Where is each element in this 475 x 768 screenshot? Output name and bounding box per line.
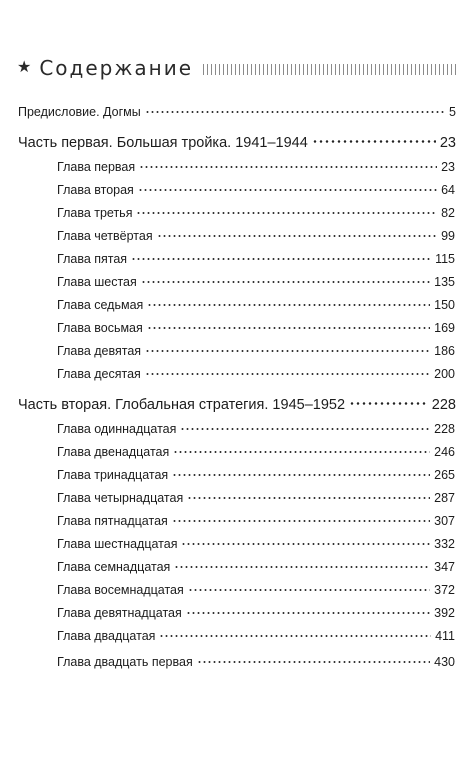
star-icon: ★ <box>17 59 32 76</box>
toc-entry-chapter[interactable] <box>57 252 455 266</box>
toc-entry-chapter[interactable] <box>57 298 455 312</box>
dot-leader <box>147 327 430 329</box>
entry-page-number: 186 <box>434 344 455 358</box>
entry-page-number: 99 <box>441 229 455 243</box>
entry-page-number: 115 <box>435 252 455 266</box>
dot-leader <box>172 520 430 522</box>
entry-label: Предисловие. Догмы <box>18 105 141 119</box>
entry-page-number: 411 <box>435 629 455 643</box>
dot-leader <box>349 402 428 405</box>
entry-page-number: 228 <box>434 422 455 436</box>
toc-entry-preface[interactable] <box>18 105 456 119</box>
title-dotted-rule <box>203 64 457 75</box>
toc-heading <box>17 54 457 82</box>
entry-label: Глава пятнадцатая <box>57 514 168 528</box>
entry-label: Глава девятнадцатая <box>57 606 182 620</box>
entry-page-number: 150 <box>434 298 455 312</box>
entry-page-number: 23 <box>439 135 456 151</box>
part-label: Часть первая. Большая тройка. 1941–1944 <box>18 135 308 151</box>
entry-page-number: 307 <box>434 514 455 528</box>
dot-leader <box>173 451 430 453</box>
entry-page-number: 332 <box>434 537 455 551</box>
entry-page-number: 228 <box>431 397 456 413</box>
entry-page-number: 64 <box>441 183 455 197</box>
toc-entry-chapter[interactable] <box>57 367 455 381</box>
entry-page-number: 200 <box>434 367 455 381</box>
entry-page-number: 169 <box>434 321 455 335</box>
entry-page-number: 246 <box>434 445 455 459</box>
dot-leader <box>159 635 431 637</box>
dot-leader <box>187 497 430 499</box>
toc-entry-chapter[interactable] <box>57 275 455 289</box>
entry-label: Глава десятая <box>57 367 141 381</box>
entry-label: Глава восьмая <box>57 321 143 335</box>
entry-label: Глава вторая <box>57 183 134 197</box>
toc-entry-chapter[interactable] <box>57 468 455 482</box>
toc-entry-chapter[interactable] <box>57 655 455 669</box>
dot-leader <box>131 258 431 260</box>
entry-label: Глава шестнадцатая <box>57 537 178 551</box>
toc-entry-chapter[interactable] <box>57 206 455 220</box>
dot-leader <box>172 474 430 476</box>
toc-entry-chapter[interactable] <box>57 606 455 620</box>
toc-entry-chapter[interactable] <box>57 321 455 335</box>
dot-leader <box>145 373 430 375</box>
toc-entry-chapter[interactable] <box>57 344 455 358</box>
dot-leader <box>139 166 437 168</box>
toc-entry-chapter[interactable] <box>57 629 455 643</box>
toc-entry-part-1[interactable] <box>18 135 456 151</box>
entry-label: Глава одиннадцатая <box>57 422 177 436</box>
page-title: Содержание <box>39 56 194 80</box>
entry-label: Глава двадцатая <box>57 629 156 643</box>
dot-leader <box>138 189 437 191</box>
entry-label: Глава первая <box>57 160 136 174</box>
entry-label: Глава семнадцатая <box>57 560 171 574</box>
toc-entry-part-2[interactable] <box>18 397 456 413</box>
entry-label: Глава пятая <box>57 252 128 266</box>
entry-page-number: 135 <box>434 275 455 289</box>
entry-page-number: 23 <box>441 160 455 174</box>
toc-entry-chapter[interactable] <box>57 514 455 528</box>
toc-entry-chapter[interactable] <box>57 183 455 197</box>
entry-label: Глава тринадцатая <box>57 468 169 482</box>
toc-entry-chapter[interactable] <box>57 229 455 243</box>
dot-leader <box>181 543 430 545</box>
entry-label: Глава шестая <box>57 275 137 289</box>
part-label: Часть вторая. Глобальная стратегия. 1945–1952 <box>18 397 346 413</box>
dot-leader <box>157 235 438 237</box>
entry-page-number: 5 <box>449 105 456 119</box>
dot-leader <box>136 212 437 214</box>
toc-entry-chapter[interactable] <box>57 422 455 436</box>
entry-label: Глава седьмая <box>57 298 144 312</box>
toc-entry-chapter[interactable] <box>57 583 455 597</box>
entry-label: Глава четырнадцатая <box>57 491 184 505</box>
entry-page-number: 82 <box>441 206 455 220</box>
entry-page-number: 265 <box>434 468 455 482</box>
dot-leader <box>312 140 436 143</box>
dot-leader <box>197 661 430 663</box>
entry-page-number: 287 <box>434 491 455 505</box>
dot-leader <box>188 589 430 591</box>
dot-leader <box>145 111 445 113</box>
entry-label: Глава четвёртая <box>57 229 153 243</box>
entry-label: Глава девятая <box>57 344 142 358</box>
dot-leader <box>141 281 430 283</box>
entry-page-number: 392 <box>434 606 455 620</box>
dot-leader <box>180 428 430 430</box>
dot-leader <box>186 612 430 614</box>
toc-entry-chapter[interactable] <box>57 537 455 551</box>
entry-label: Глава двенадцатая <box>57 445 170 459</box>
toc-entry-chapter[interactable] <box>57 491 455 505</box>
entry-page-number: 372 <box>434 583 455 597</box>
dot-leader <box>147 304 430 306</box>
dot-leader <box>145 350 430 352</box>
toc-entry-chapter[interactable] <box>57 560 455 574</box>
toc-entry-chapter[interactable] <box>57 445 455 459</box>
dot-leader <box>174 566 430 568</box>
entry-label: Глава двадцать первая <box>57 655 193 669</box>
entry-page-number: 347 <box>434 560 455 574</box>
entry-label: Глава восемнадцатая <box>57 583 184 597</box>
toc-entry-chapter[interactable] <box>57 160 455 174</box>
entry-label: Глава третья <box>57 206 133 220</box>
entry-page-number: 430 <box>434 655 455 669</box>
